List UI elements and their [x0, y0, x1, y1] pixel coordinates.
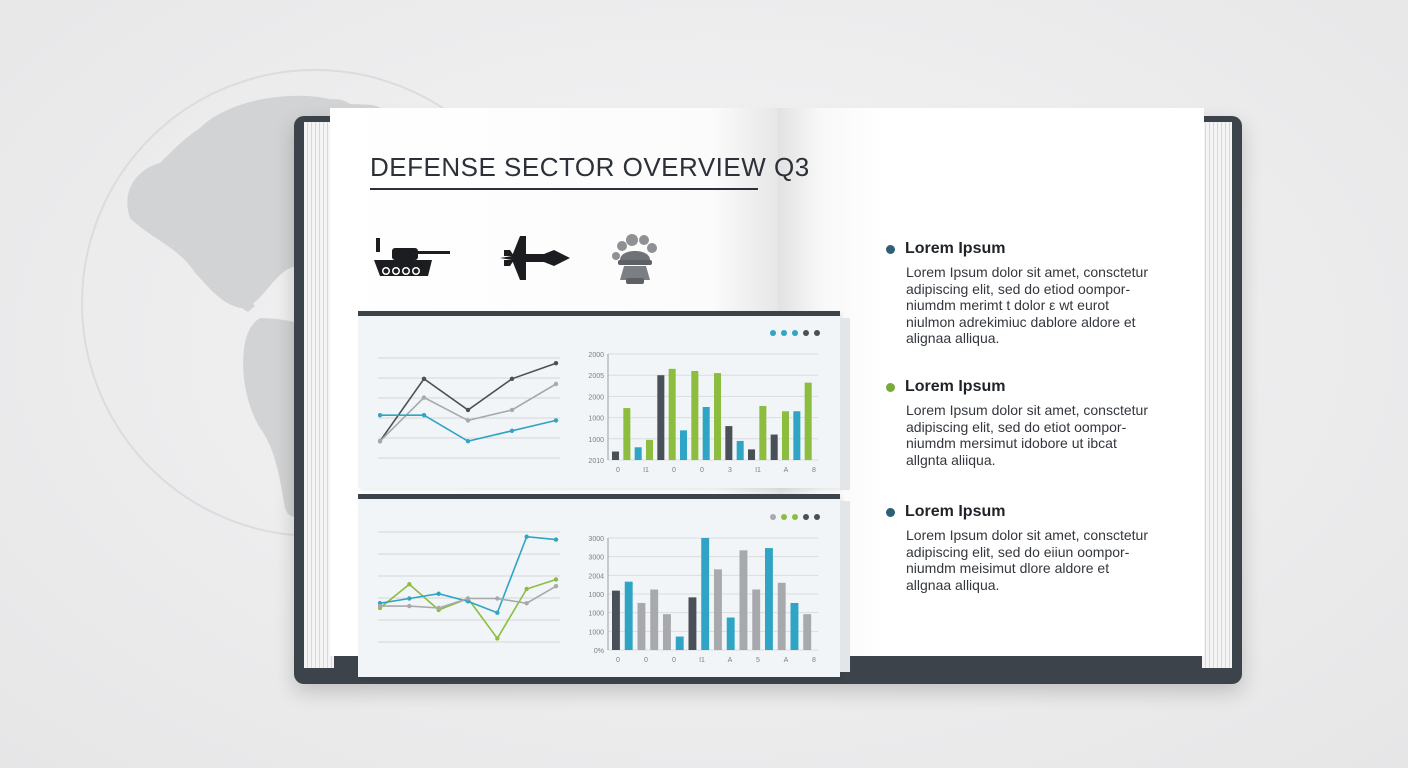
data-point — [422, 413, 426, 417]
y-tick-label: 1000 — [588, 592, 604, 599]
data-point — [554, 537, 558, 541]
bullet-section-2 — [886, 378, 1186, 468]
y-tick-label: 1000 — [588, 415, 604, 423]
data-point — [554, 577, 558, 581]
data-point — [554, 584, 558, 588]
bar — [714, 373, 721, 460]
bar — [771, 435, 778, 460]
legend-dot — [770, 514, 776, 520]
bullet-line: niulmon adrekimiuc dablore aldore et — [906, 313, 1136, 330]
bullet-heading: Lorem Ipsum — [905, 503, 1006, 520]
fighter-jet-icon — [498, 232, 572, 284]
y-tick-label: 2010 — [588, 458, 604, 465]
data-point — [524, 535, 528, 539]
bullet-line: adipiscing elit, sed do eiiun oompor- — [906, 543, 1130, 560]
x-tick-label: A — [783, 467, 789, 474]
x-tick-label: 0 — [616, 657, 620, 664]
bar-chart-bottom — [576, 532, 826, 670]
bar — [623, 408, 630, 460]
bullet-body — [906, 402, 1186, 468]
bar — [714, 569, 722, 650]
y-tick-label: 2005 — [588, 373, 604, 381]
data-point — [436, 592, 440, 596]
data-point — [510, 408, 514, 412]
bullet-line: niumdm mersimut idobore ut ibcat — [906, 435, 1117, 451]
data-point — [495, 596, 499, 600]
data-point — [422, 377, 426, 381]
page-title: DEFENSE SECTOR OVERVIEW Q3 — [370, 152, 810, 182]
bullet-line: Lorem Ipsum dolor sit amet, consctetur — [906, 527, 1148, 543]
bullet-line: alignaa alliqua. — [906, 330, 1000, 346]
line-chart-top — [378, 348, 560, 468]
bullet-line: niumdm merimt t dolor ε wt eurot — [906, 297, 1110, 313]
data-point — [466, 439, 470, 443]
bar — [765, 548, 773, 650]
y-tick-label: 2000 — [588, 352, 604, 359]
legend-dots-bottom — [770, 514, 820, 520]
bar — [803, 614, 811, 650]
data-point — [436, 606, 440, 610]
legend-dot — [803, 330, 809, 336]
data-point — [510, 429, 514, 433]
bar — [805, 383, 812, 460]
legend-dot — [781, 514, 787, 520]
panel-shadow-top — [840, 318, 850, 490]
series-line — [380, 363, 556, 441]
data-point — [378, 413, 382, 417]
bullet-body — [906, 264, 1186, 347]
bar — [752, 590, 760, 650]
bullet-line: adipiscing elit, sed do etiod oompor- — [906, 280, 1131, 297]
x-tick-label: I1 — [699, 657, 705, 664]
bullet-section-1 — [886, 240, 1186, 347]
legend-dots-top — [770, 330, 820, 336]
data-point — [422, 395, 426, 399]
panel-shadow-bottom — [840, 501, 850, 672]
data-point — [466, 596, 470, 600]
data-point — [407, 582, 411, 586]
legend-dot — [770, 330, 776, 336]
series-line — [380, 384, 556, 441]
x-tick-label: 8 — [812, 467, 816, 474]
x-tick-label: 8 — [812, 657, 816, 664]
x-tick-label: 3 — [728, 467, 732, 474]
bar — [612, 591, 620, 650]
y-tick-label: 3000 — [588, 554, 604, 562]
bullet-dot — [886, 383, 895, 392]
bullet-section-3 — [886, 503, 1186, 593]
data-point — [510, 377, 514, 381]
x-tick-label: 5 — [756, 657, 760, 664]
bar — [701, 538, 709, 650]
bullet-dot — [886, 245, 895, 254]
data-point — [407, 596, 411, 600]
bullet-line: niumdm meisimut dlore aldore et — [906, 560, 1110, 576]
x-tick-label: 0 — [672, 657, 676, 664]
x-tick-label: I1 — [643, 467, 649, 474]
bar — [748, 449, 755, 460]
bar — [625, 582, 633, 650]
bar — [778, 583, 786, 650]
y-tick-label: 2000 — [588, 394, 604, 402]
bar — [646, 440, 653, 460]
y-tick-label: 1000 — [588, 629, 604, 637]
y-tick-label: 3000 — [588, 536, 604, 543]
bar-chart-top — [576, 348, 826, 480]
bar — [791, 603, 799, 650]
bar — [703, 407, 710, 460]
legend-dot — [781, 330, 787, 336]
data-point — [378, 604, 382, 608]
legend-dot — [792, 330, 798, 336]
bullet-dot — [886, 508, 895, 517]
bar — [759, 406, 766, 460]
data-point — [407, 604, 411, 608]
series-line — [380, 580, 556, 639]
y-tick-label: 2004 — [588, 573, 604, 581]
data-point — [554, 382, 558, 386]
bullet-heading: Lorem Ipsum — [905, 378, 1006, 395]
data-point — [466, 418, 470, 422]
bar — [725, 426, 732, 460]
legend-dot — [814, 514, 820, 520]
bar — [676, 637, 684, 650]
bar — [680, 430, 687, 460]
bar — [669, 369, 676, 460]
x-tick-label: 0 — [616, 467, 620, 474]
legend-dot — [814, 330, 820, 336]
bar — [657, 375, 664, 460]
bar — [638, 603, 646, 650]
y-tick-label: 0% — [593, 648, 604, 655]
line-chart-bottom — [378, 522, 560, 652]
bar — [612, 452, 619, 460]
page-edges-right — [1202, 122, 1232, 668]
bar — [635, 447, 642, 460]
bar — [740, 550, 748, 650]
data-point — [495, 611, 499, 615]
bullet-line: allgnaa alliqua. — [906, 576, 1000, 593]
bar — [782, 411, 789, 460]
bullet-line: adipiscing elit, sed do etiot oompor- — [906, 418, 1127, 435]
data-point — [378, 439, 382, 443]
title-underline — [370, 188, 758, 190]
bullet-body — [906, 527, 1186, 593]
bar — [793, 411, 800, 460]
data-point — [554, 418, 558, 422]
data-point — [524, 601, 528, 605]
x-tick-label: 0 — [644, 657, 648, 664]
bar — [650, 590, 658, 650]
bar — [727, 618, 735, 650]
open-book — [294, 108, 1242, 680]
y-tick-label: 1000 — [588, 436, 604, 444]
data-point — [495, 636, 499, 640]
bar — [689, 597, 697, 650]
bullet-line: allgnta aliiqua. — [906, 451, 996, 468]
legend-dot — [792, 514, 798, 520]
bar — [663, 614, 671, 650]
bullet-line: Lorem Ipsum dolor sit amet, consctetur — [906, 402, 1148, 418]
bar — [737, 441, 744, 460]
y-tick-label: 1000 — [588, 610, 604, 618]
soldier-helmet-icon — [606, 230, 664, 286]
x-tick-label: 0 — [700, 467, 704, 474]
data-point — [554, 361, 558, 365]
x-tick-label: A — [783, 657, 789, 664]
tank-icon — [370, 236, 452, 282]
data-point — [524, 587, 528, 591]
x-tick-label: A — [727, 657, 733, 664]
x-tick-label: 0 — [672, 467, 676, 474]
bullet-heading: Lorem Ipsum — [905, 240, 1006, 257]
x-tick-label: I1 — [755, 467, 761, 474]
legend-dot — [803, 514, 809, 520]
data-point — [466, 408, 470, 412]
bullet-line: Lorem Ipsum dolor sit amet, consctetur — [906, 264, 1148, 280]
bar — [691, 371, 698, 460]
